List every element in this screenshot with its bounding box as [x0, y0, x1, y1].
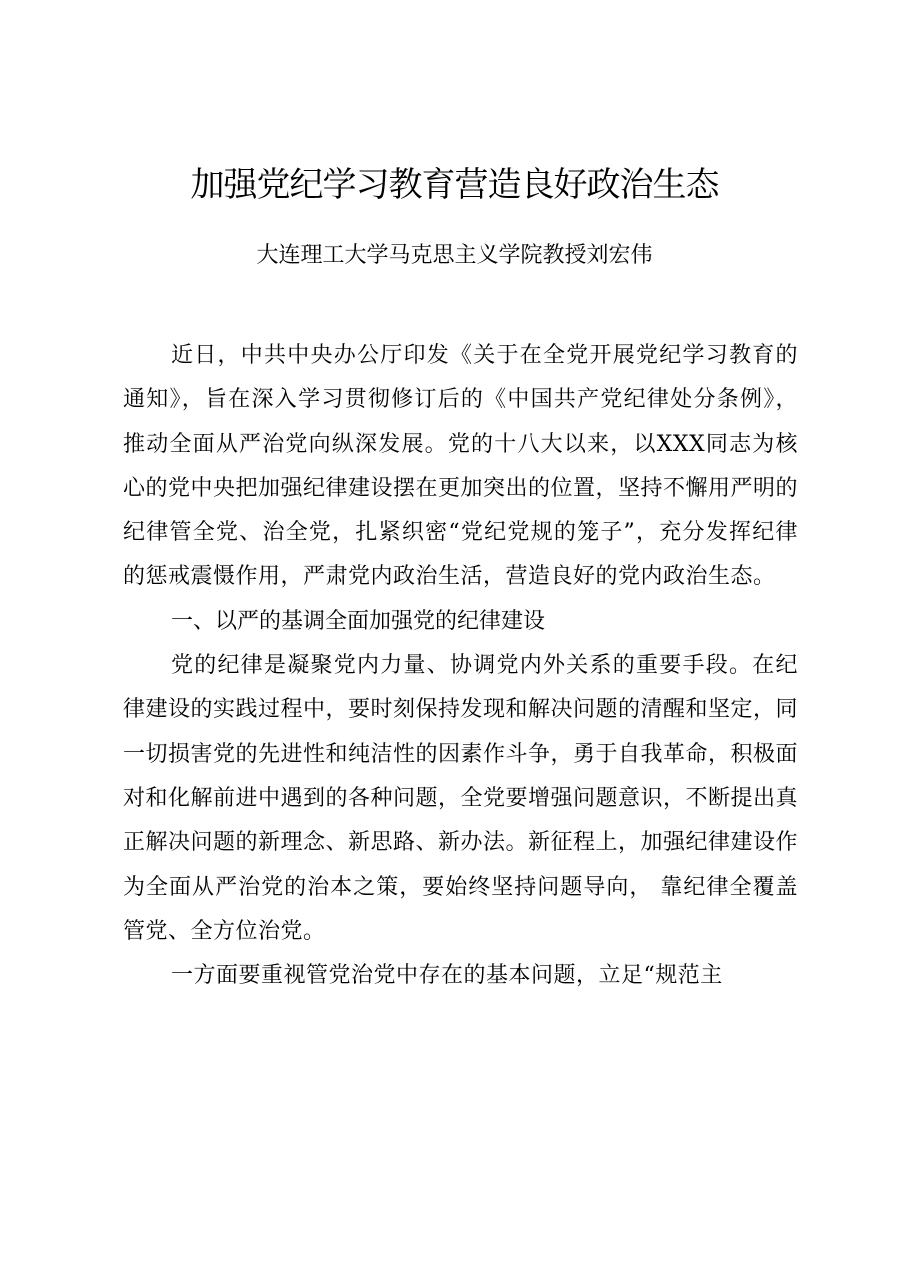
section-paragraph: 一方面要重视管党治党中存在的基本问题，立足“规范主: [171, 963, 723, 989]
intro-paragraph: 近日，中共中央办公厅印发《关于在全党开展党纪学习教育的通知》，旨在深入学习贯彻修订后的《中国共产党纪律处分条例》，推动全面从严治党向纵深发展。党的十八大以来，以XXX同志为核心的党中央把加强纪律建设摆在更加突出的位置，坚持不懈用严明的纪律管全党、治全党，扎紧织密“党纪党规的笼子”，充分发挥纪律的惩戒震慑作用，严肃党内政治生活，营造良好的党内政治生态。: [123, 343, 799, 590]
document-author: 大连理工大学马克思主义学院教授刘宏伟: [256, 243, 653, 268]
section-heading: 一、以严的基调全面加强党的纪律建设: [171, 608, 546, 634]
section-paragraph: 党的纪律是凝聚党内力量、协调党内外关系的重要手段。在纪律建设的实践过程中，要时刻保持发现和解决问题的清醒和坚定，同一切损害党的先进性和纯洁性的因素作斗争，勇于自我革命，积极面对和化解前进中遇到的各种问题，全党要增强问题意识，不断提出真正解决问题的新理念、新思路、新办法。新征程上，加强纪律建设作为全面从严治党的治本之策，要始终坚持问题导向， 靠纪律全覆盖管党、全方位治党。: [123, 653, 799, 944]
document-body: [123, 334, 798, 998]
document-title: 加强党纪学习教育营造良好政治生态: [190, 165, 719, 205]
